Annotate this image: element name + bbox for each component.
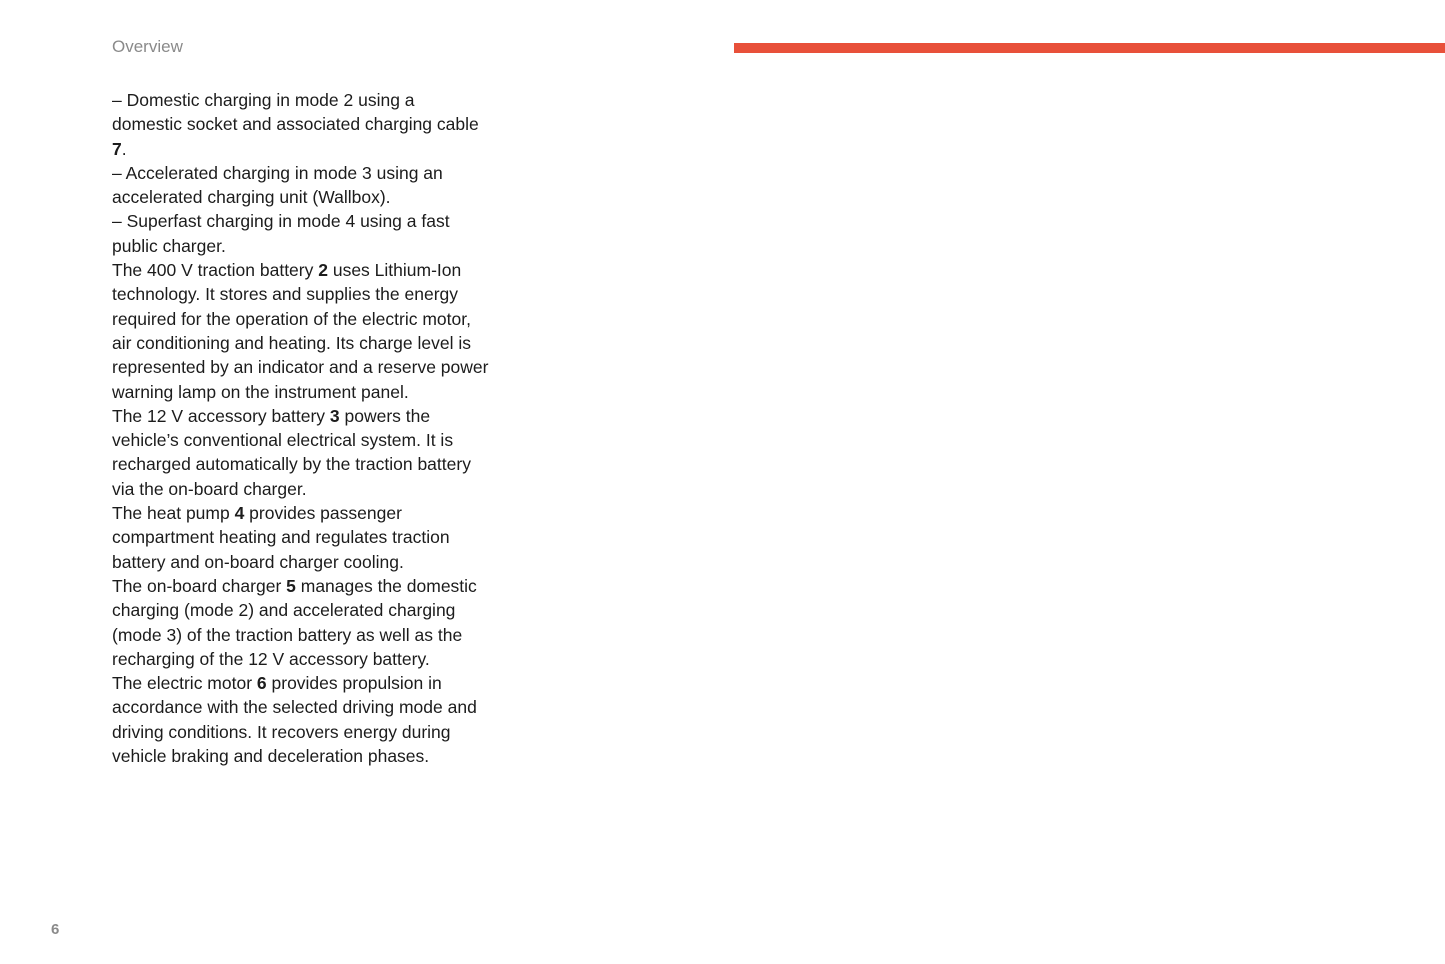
heat-pump-text: provides passenger compartment heating and regulates traction battery and on-board charger cooling. [112,503,450,572]
charging-mode-2-item [112,88,512,161]
onboard-charger-lead: The on-board charger [112,575,287,596]
heat-pump-lead: The heat pump [112,503,235,524]
section-title: Overview [112,37,183,56]
accessory-battery-text: powers the vehicle’s conventional electrical system. It is recharged automatically by the traction battery via the on-board charger. [112,405,471,499]
heat-pump-paragraph [112,501,512,574]
onboard-charger-text: manages the domestic charging (mode 2) and accelerated charging (mode 3) of the traction battery as well as the recharging of the 12 V accessory battery. [112,575,477,669]
traction-battery-paragraph [112,258,512,404]
header-accent-bar [734,43,1445,53]
electric-motor-lead: The electric motor [112,673,257,694]
traction-battery-reference: 2 [318,260,328,281]
charging-cable-reference: 7 [112,138,122,159]
accessory-battery-lead: The 12 V accessory battery [112,405,330,426]
page-number: 6 [51,921,60,938]
charging-mode-4-item: – Superfast charging in mode 4 using a fast public charger. [112,211,450,256]
onboard-charger-reference: 5 [286,575,296,596]
charging-mode-2-text: – Domestic charging in mode 2 using a domestic socket and associated charging cable [112,90,479,135]
electric-motor-paragraph [112,671,512,768]
traction-battery-lead: The 400 V traction battery [112,260,319,281]
onboard-charger-paragraph [112,574,512,671]
accessory-battery-paragraph [112,404,512,501]
traction-battery-text: uses Lithium-Ion technology. It stores and supplies the energy required for the operation of the electric motor, air conditioning and heating. Its charge level is represented by an indicator and a reserve power warning lamp on the instrument panel. [112,260,489,402]
charging-mode-2-end: . [121,138,127,159]
charging-mode-3-item: – Accelerated charging in mode 3 using an accelerated charging unit (Wallbox). [112,162,443,208]
electric-motor-text: provides propulsion in accordance with the selected driving mode and driving conditions. It recovers energy during vehicle braking and deceleration phases. [112,673,477,767]
heat-pump-reference: 4 [234,503,245,524]
electric-motor-reference: 6 [256,673,267,694]
body-text-column [112,88,512,768]
accessory-battery-reference: 3 [329,405,340,426]
